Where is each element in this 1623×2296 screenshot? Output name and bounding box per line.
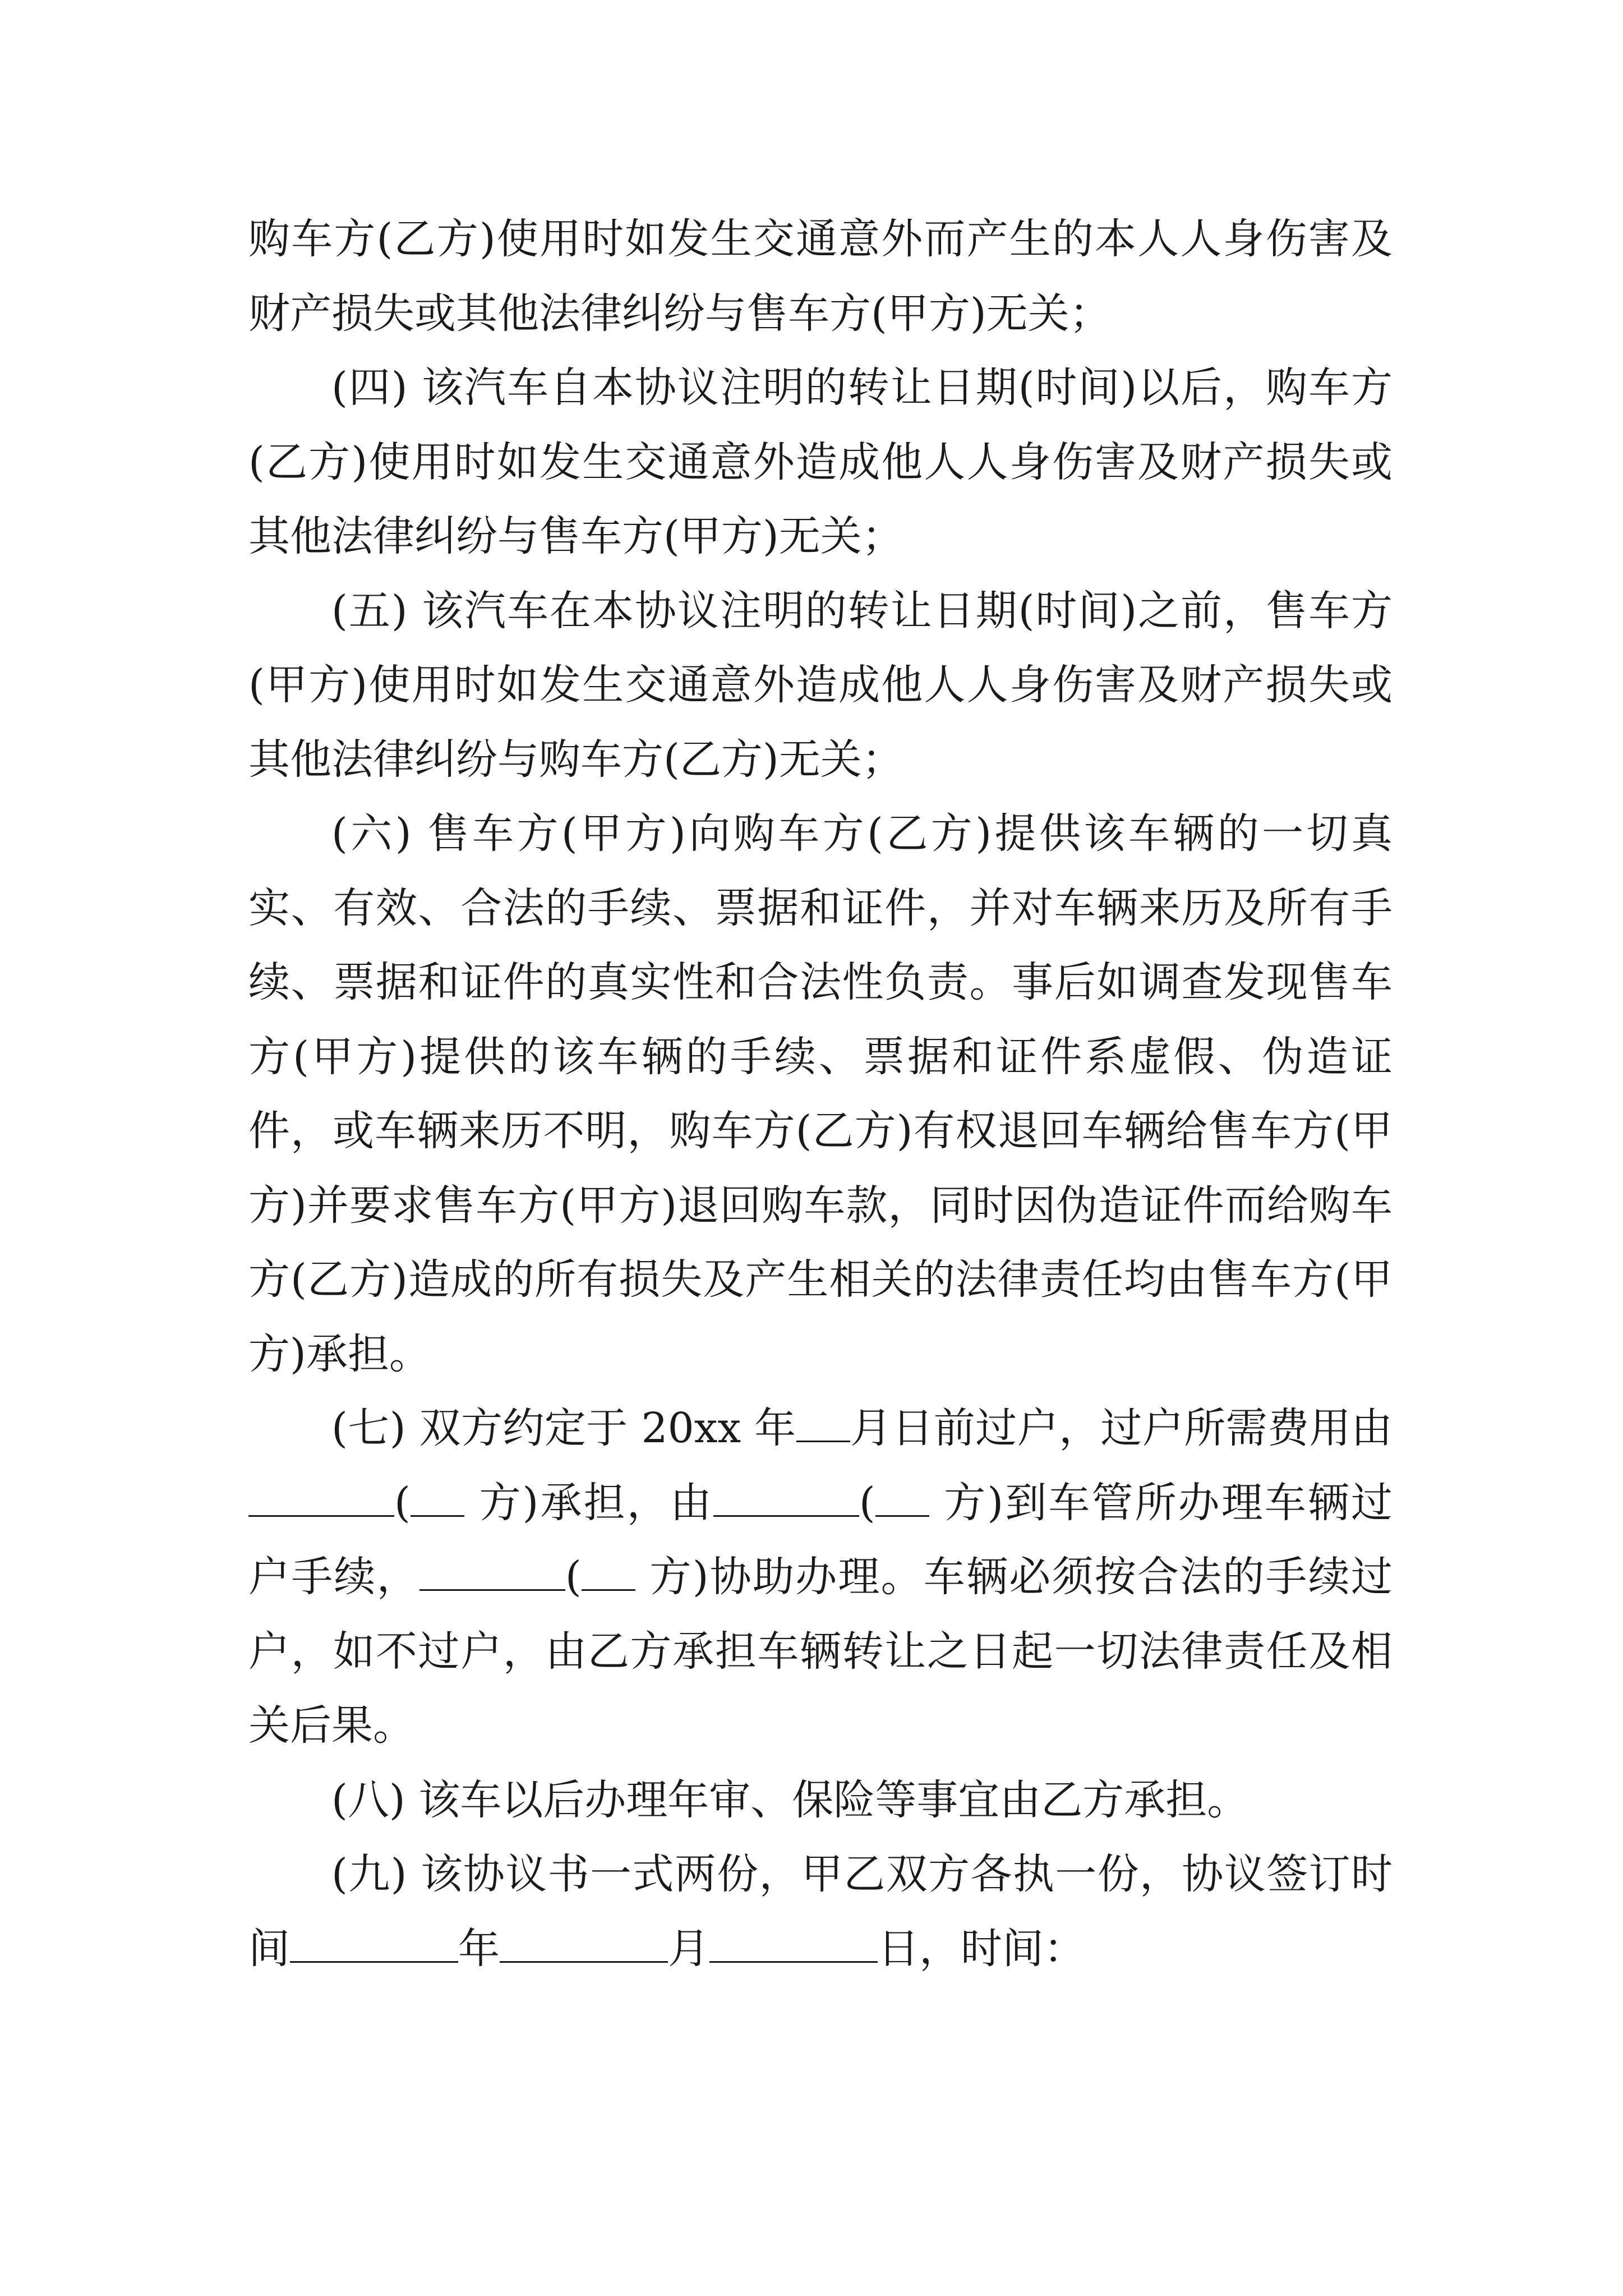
clause-6: (六) 售车方(甲方)向购车方(乙方)提供该车辆的一切真实、有效、合法的手续、票据和证件，并对车辆来历及所有手续、票据和证件的真实性和合法性负责。事后如调查发现售车方(甲方)提供的该车辆的手续、票据和证件系虚假、伪造证件，或车辆来历不明，购车方(乙方)有权退回车辆给售车方(甲方)并要求售车方(甲方)退回购车款，同时因伪造证件而给购车方(乙方)造成的所有损失及产生相关的法律责任均由售车方(甲方)承担。: [248, 809, 1393, 1378]
clause-7-text-8: 方)协助办理。车辆必须按合法的手续过户，如不过户，由乙方承担车辆转让之日起一切法律责任及相关后果。: [248, 1553, 1393, 1750]
assistant-blank[interactable]: [419, 1554, 565, 1591]
assistant-party-blank[interactable]: [582, 1554, 635, 1591]
clause-4: (四) 该汽车自本协议注明的转让日期(时间)以后，购车方(乙方)使用时如发生交通意外造成他人人身伤害及财产损失或其他法律纠纷与售车方(甲方)无关；: [248, 364, 1393, 560]
document-body: [248, 202, 1393, 1986]
month-blank[interactable]: [796, 1406, 850, 1442]
transfer-party-blank[interactable]: [875, 1480, 929, 1517]
transfer-handler-blank[interactable]: [713, 1480, 859, 1517]
clause-9: [248, 1837, 1393, 1986]
clause-9-text-3: 月: [668, 1924, 709, 1973]
clause-9-text-4: 日，时间：: [878, 1924, 1085, 1973]
clause-8: (八) 该车以后办理年审、保险等事宜由乙方承担。: [331, 1775, 1249, 1824]
clause-9-text-2: 年: [458, 1924, 500, 1973]
sign-year-blank[interactable]: [290, 1926, 458, 1963]
paragraph-continuation: 购车方(乙方)使用时如发生交通意外而产生的本人人身伤害及财产损失或其他法律纠纷与售车方(甲方)无关；: [248, 215, 1393, 338]
clause-7-text-2: 月日前过户，过户所需费用由: [850, 1404, 1393, 1452]
sign-month-blank[interactable]: [500, 1926, 668, 1963]
fee-party-blank[interactable]: [411, 1480, 464, 1517]
clause-7-text-4: 方)承担，由: [464, 1478, 713, 1527]
clause-9-text-1: (九) 该协议书一式两份，甲乙双方各执一份，协议签订时间: [248, 1850, 1393, 1973]
clause-7-text-3: (: [394, 1478, 411, 1527]
clause-7-text-1: (七) 双方约定于 20xx 年: [331, 1404, 796, 1452]
clause-7-text-7: (: [565, 1553, 582, 1601]
fee-payer-blank[interactable]: [248, 1480, 394, 1517]
clause-7-text-6: 方)到车管所办理车辆过户手续，: [248, 1478, 1393, 1601]
sign-day-blank[interactable]: [709, 1926, 878, 1963]
clause-5: (五) 该汽车在本协议注明的转让日期(时间)之前，售车方(甲方)使用时如发生交通意外造成他人人身伤害及财产损失或其他法律纠纷与购车方(乙方)无关；: [248, 586, 1393, 784]
clause-7-text-5: (: [859, 1478, 875, 1527]
clause-7: [248, 1391, 1393, 1763]
